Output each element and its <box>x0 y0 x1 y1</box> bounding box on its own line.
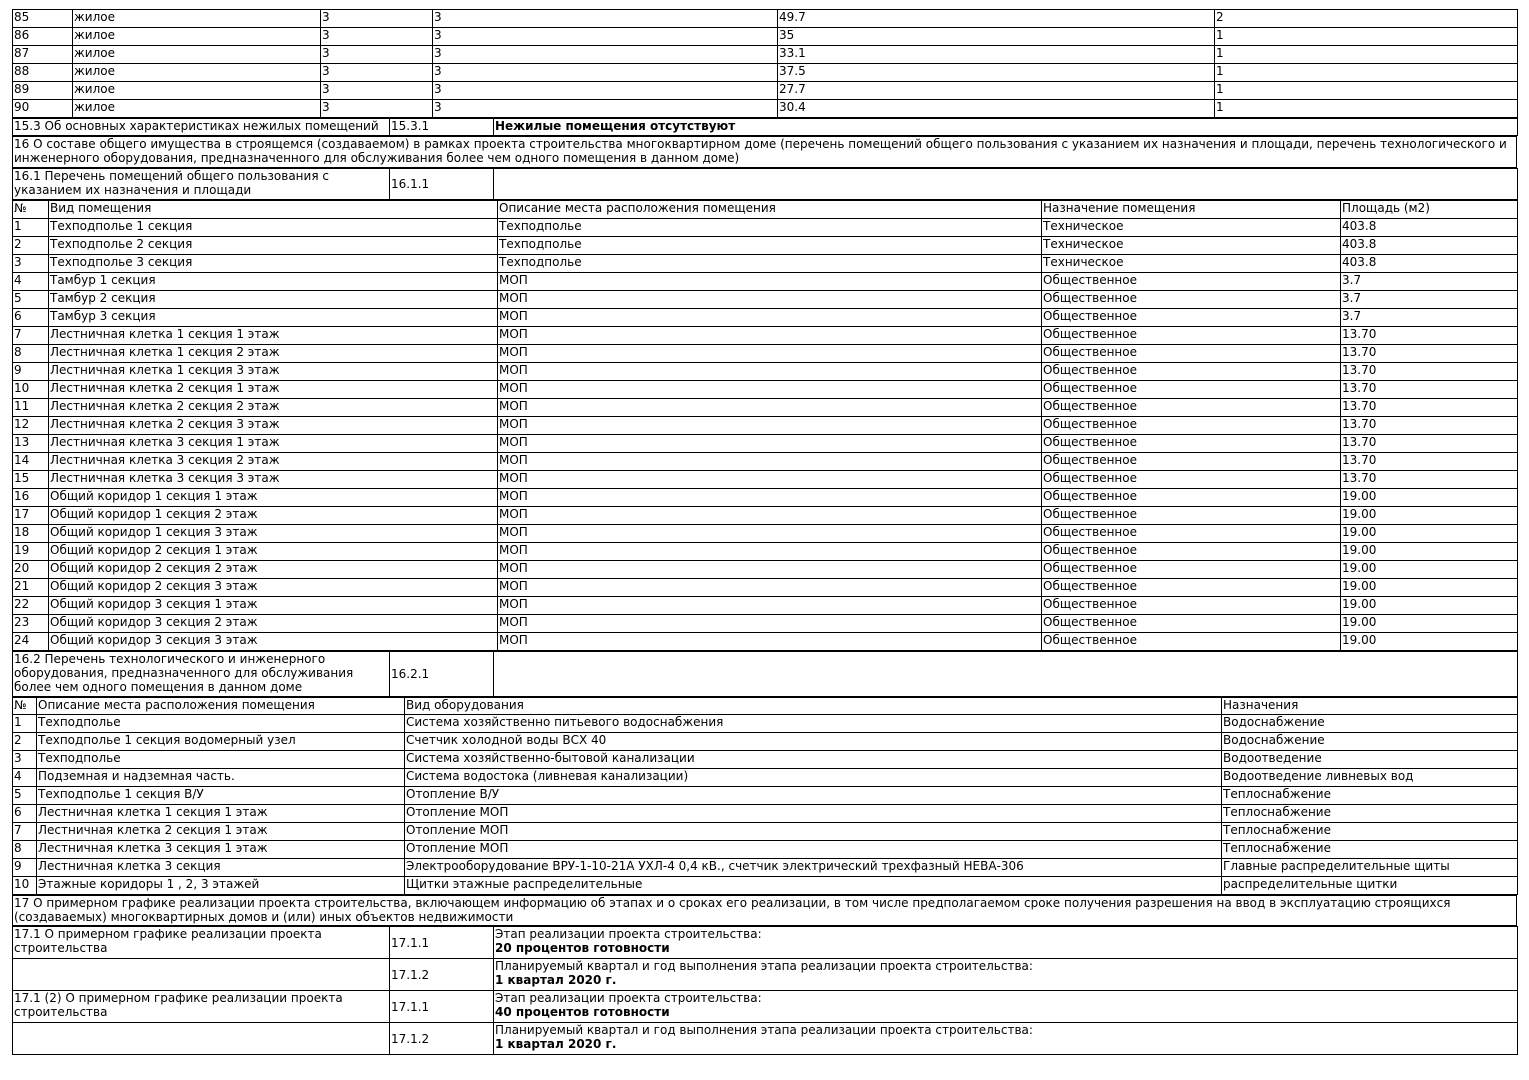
common-room-row <box>13 219 1518 237</box>
apt-rooms: 2 <box>1215 10 1518 28</box>
room-type: Техподполье 3 секция <box>49 255 498 273</box>
stage-1-code2: 17.1.2 <box>390 959 494 991</box>
apt-type: жилое <box>73 46 321 64</box>
room-purpose: Общественное <box>1042 489 1341 507</box>
apt-floor: 3 <box>433 46 778 64</box>
room-type: Общий коридор 1 секция 3 этаж <box>49 525 498 543</box>
room-location: МОП <box>498 489 1042 507</box>
common-rooms-body <box>13 201 1518 651</box>
apt-number: 85 <box>13 10 73 28</box>
equip-purpose: распределительные щитки <box>1222 877 1518 895</box>
stage-2-stage-value: 40 процентов готовности <box>495 1005 670 1019</box>
equip-type: Отопление МОП <box>405 841 1222 859</box>
room-area: 13.70 <box>1341 453 1518 471</box>
common-room-row <box>13 489 1518 507</box>
room-area: 19.00 <box>1341 633 1518 651</box>
stage-1-stage-cell <box>494 927 1518 959</box>
equipment-row <box>13 715 1518 733</box>
s15-3-label: 15.3 Об основных характеристиках нежилых помещений <box>13 119 390 136</box>
equipment-row <box>13 733 1518 751</box>
equip-num: 5 <box>13 787 37 805</box>
equip-location: Лестничная клетка 1 секция 1 этаж <box>37 805 405 823</box>
equipment-row <box>13 877 1518 895</box>
apt-rooms: 1 <box>1215 46 1518 64</box>
room-type: Общий коридор 2 секция 1 этаж <box>49 543 498 561</box>
room-num: 8 <box>13 345 49 363</box>
apt-type: жилое <box>73 82 321 100</box>
room-purpose: Общественное <box>1042 345 1341 363</box>
room-purpose: Общественное <box>1042 561 1341 579</box>
common-room-row <box>13 597 1518 615</box>
apt-section: 3 <box>321 28 433 46</box>
room-type: Тамбур 3 секция <box>49 309 498 327</box>
room-num: 11 <box>13 399 49 417</box>
s16-2-empty <box>494 652 1518 697</box>
equipment-table <box>12 697 1518 895</box>
room-location: МОП <box>498 615 1042 633</box>
room-type: Общий коридор 2 секция 2 этаж <box>49 561 498 579</box>
equip-purpose: Теплоснабжение <box>1222 823 1518 841</box>
room-area: 403.8 <box>1341 237 1518 255</box>
apt-section: 3 <box>321 46 433 64</box>
equip-type: Система хозяйственно-бытовой канализации <box>405 751 1222 769</box>
room-num: 5 <box>13 291 49 309</box>
common-room-row <box>13 309 1518 327</box>
section-17 <box>12 895 1517 926</box>
equip-num: 9 <box>13 859 37 877</box>
apt-number: 86 <box>13 28 73 46</box>
apartment-row <box>13 82 1518 100</box>
equip-type: Счетчик холодной воды ВСХ 40 <box>405 733 1222 751</box>
room-purpose: Общественное <box>1042 597 1341 615</box>
equipment-header <box>13 698 1518 715</box>
room-num: 18 <box>13 525 49 543</box>
equip-num: 10 <box>13 877 37 895</box>
room-area: 13.70 <box>1341 471 1518 489</box>
room-purpose: Общественное <box>1042 507 1341 525</box>
apartments-table <box>12 9 1518 118</box>
equip-type: Система водостока (ливневая канализации) <box>405 769 1222 787</box>
apt-floor: 3 <box>433 100 778 118</box>
equip-num: 2 <box>13 733 37 751</box>
equip-purpose: Водоотведение ливневых вод <box>1222 769 1518 787</box>
equip-purpose: Водоотведение <box>1222 751 1518 769</box>
common-room-row <box>13 417 1518 435</box>
rooms-header-location: Описание места расположения помещения <box>498 201 1042 219</box>
room-area: 19.00 <box>1341 597 1518 615</box>
equip-location: Этажные коридоры 1 , 2, 3 этажей <box>37 877 405 895</box>
stage-2-quarter-cell <box>494 1023 1518 1055</box>
equip-header-location: Описание места расположения помещения <box>37 698 405 715</box>
common-room-row <box>13 561 1518 579</box>
room-area: 13.70 <box>1341 399 1518 417</box>
apt-area: 35 <box>778 28 1215 46</box>
stage-2-label: 17.1 (2) О примерном графике реализации проекта строительства <box>13 991 390 1023</box>
room-purpose: Общественное <box>1042 399 1341 417</box>
room-area: 13.70 <box>1341 381 1518 399</box>
room-type: Лестничная клетка 3 секция 3 этаж <box>49 471 498 489</box>
stage-1-code1: 17.1.1 <box>390 927 494 959</box>
equip-num: 1 <box>13 715 37 733</box>
apt-floor: 3 <box>433 82 778 100</box>
equip-purpose: Теплоснабжение <box>1222 841 1518 859</box>
apt-area: 49.7 <box>778 10 1215 28</box>
room-type: Техподполье 1 секция <box>49 219 498 237</box>
room-type: Общий коридор 1 секция 2 этаж <box>49 507 498 525</box>
apartment-row <box>13 10 1518 28</box>
room-area: 3.7 <box>1341 273 1518 291</box>
equip-header-purpose: Назначения <box>1222 698 1518 715</box>
stage-1-label: 17.1 О примерном графике реализации проекта строительства <box>13 927 390 959</box>
equip-location: Лестничная клетка 2 секция 1 этаж <box>37 823 405 841</box>
equip-location: Техподполье <box>37 751 405 769</box>
common-room-row <box>13 345 1518 363</box>
section-16-2-header <box>12 651 1518 697</box>
apartment-row <box>13 100 1518 118</box>
equipment-row <box>13 841 1518 859</box>
room-num: 21 <box>13 579 49 597</box>
common-room-row <box>13 507 1518 525</box>
room-location: Техподполье <box>498 219 1042 237</box>
room-area: 13.70 <box>1341 417 1518 435</box>
room-location: МОП <box>498 327 1042 345</box>
common-room-row <box>13 381 1518 399</box>
room-type: Общий коридор 3 секция 3 этаж <box>49 633 498 651</box>
common-room-row <box>13 543 1518 561</box>
room-area: 13.70 <box>1341 363 1518 381</box>
common-room-row <box>13 525 1518 543</box>
apt-number: 88 <box>13 64 73 82</box>
apartments-body <box>13 10 1518 118</box>
stage-1-stage-value: 20 процентов готовности <box>495 941 670 955</box>
room-purpose: Общественное <box>1042 363 1341 381</box>
equip-type: Отопление В/У <box>405 787 1222 805</box>
room-location: МОП <box>498 435 1042 453</box>
equip-location: Техподполье 1 секция водомерный узел <box>37 733 405 751</box>
apt-floor: 3 <box>433 64 778 82</box>
common-room-row <box>13 273 1518 291</box>
equip-purpose: Водоснабжение <box>1222 715 1518 733</box>
room-area: 403.8 <box>1341 219 1518 237</box>
room-type: Общий коридор 3 секция 1 этаж <box>49 597 498 615</box>
room-type: Лестничная клетка 3 секция 2 этаж <box>49 453 498 471</box>
apartment-row <box>13 64 1518 82</box>
common-room-row <box>13 615 1518 633</box>
room-num: 23 <box>13 615 49 633</box>
room-num: 7 <box>13 327 49 345</box>
room-num: 4 <box>13 273 49 291</box>
room-purpose: Общественное <box>1042 579 1341 597</box>
room-num: 9 <box>13 363 49 381</box>
room-type: Общий коридор 2 секция 3 этаж <box>49 579 498 597</box>
equipment-row <box>13 805 1518 823</box>
equipment-body <box>13 698 1518 895</box>
room-purpose: Общественное <box>1042 273 1341 291</box>
equip-purpose: Теплоснабжение <box>1222 787 1518 805</box>
s16-2-label: 16.2 Перечень технологического и инженерного оборудования, предназначенного для обслуживания более чем одного помещения в данном доме <box>13 652 390 697</box>
room-num: 13 <box>13 435 49 453</box>
room-type: Лестничная клетка 1 секция 1 этаж <box>49 327 498 345</box>
room-area: 19.00 <box>1341 507 1518 525</box>
room-num: 6 <box>13 309 49 327</box>
room-area: 19.00 <box>1341 543 1518 561</box>
s17-text: 17 О примерном графике реализации проекта строительства, включающем информацию об этапах и о сроках его реализации, в том числе предполагаемом сроке получения разрешения на ввод в эксплуатацию строящихся (создаваемых) многоквартирных домов и (или) иных объектов недвижимости <box>13 896 1517 926</box>
equip-num: 3 <box>13 751 37 769</box>
room-type: Тамбур 2 секция <box>49 291 498 309</box>
room-location: МОП <box>498 543 1042 561</box>
room-location: МОП <box>498 633 1042 651</box>
room-location: МОП <box>498 345 1042 363</box>
common-room-row <box>13 633 1518 651</box>
room-location: Техподполье <box>498 255 1042 273</box>
room-location: МОП <box>498 561 1042 579</box>
room-location: МОП <box>498 309 1042 327</box>
apt-type: жилое <box>73 10 321 28</box>
stage-2-quarter-value: 1 квартал 2020 г. <box>495 1037 617 1051</box>
room-type: Лестничная клетка 3 секция 1 этаж <box>49 435 498 453</box>
apt-section: 3 <box>321 100 433 118</box>
stage-2-stage-caption: Этап реализации проекта строительства: <box>495 991 762 1005</box>
common-room-row <box>13 363 1518 381</box>
room-type: Лестничная клетка 1 секция 3 этаж <box>49 363 498 381</box>
room-num: 3 <box>13 255 49 273</box>
apt-section: 3 <box>321 82 433 100</box>
equipment-row <box>13 751 1518 769</box>
equip-location: Лестничная клетка 3 секция <box>37 859 405 877</box>
equip-type: Щитки этажные распределительные <box>405 877 1222 895</box>
s15-3-code: 15.3.1 <box>390 119 494 136</box>
room-purpose: Общественное <box>1042 309 1341 327</box>
stages-table <box>12 926 1518 1055</box>
room-num: 15 <box>13 471 49 489</box>
room-purpose: Техническое <box>1042 255 1341 273</box>
stage-1-quarter-value: 1 квартал 2020 г. <box>495 973 617 987</box>
room-num: 12 <box>13 417 49 435</box>
apt-rooms: 1 <box>1215 64 1518 82</box>
section-15-3 <box>12 118 1518 136</box>
apt-number: 89 <box>13 82 73 100</box>
room-purpose: Общественное <box>1042 291 1341 309</box>
equip-type: Отопление МОП <box>405 823 1222 841</box>
room-location: МОП <box>498 417 1042 435</box>
equip-location: Техподполье <box>37 715 405 733</box>
room-purpose: Общественное <box>1042 417 1341 435</box>
room-purpose: Общественное <box>1042 525 1341 543</box>
document <box>12 9 1517 1055</box>
room-location: МОП <box>498 363 1042 381</box>
rooms-header-purpose: Назначение помещения <box>1042 201 1341 219</box>
equipment-row <box>13 823 1518 841</box>
room-type: Тамбур 1 секция <box>49 273 498 291</box>
stage-2-code2: 17.1.2 <box>390 1023 494 1055</box>
room-area: 13.70 <box>1341 435 1518 453</box>
room-type: Лестничная клетка 2 секция 1 этаж <box>49 381 498 399</box>
stage-2-empty <box>13 1023 390 1055</box>
rooms-header-num: № <box>13 201 49 219</box>
apartment-row <box>13 28 1518 46</box>
room-num: 22 <box>13 597 49 615</box>
apt-type: жилое <box>73 100 321 118</box>
stage-1-stage-caption: Этап реализации проекта строительства: <box>495 927 762 941</box>
room-location: МОП <box>498 381 1042 399</box>
equip-location: Подземная и надземная часть. <box>37 769 405 787</box>
room-location: МОП <box>498 399 1042 417</box>
s16-1-code: 16.1.1 <box>390 169 494 200</box>
section-16 <box>12 136 1517 168</box>
equip-num: 4 <box>13 769 37 787</box>
room-location: МОП <box>498 453 1042 471</box>
room-location: Техподполье <box>498 237 1042 255</box>
common-room-row <box>13 291 1518 309</box>
equip-num: 6 <box>13 805 37 823</box>
equip-num: 7 <box>13 823 37 841</box>
apt-rooms: 1 <box>1215 82 1518 100</box>
apt-floor: 3 <box>433 10 778 28</box>
equip-type: Система хозяйственно питьевого водоснабжения <box>405 715 1222 733</box>
room-area: 13.70 <box>1341 327 1518 345</box>
equip-purpose: Главные распределительные щиты <box>1222 859 1518 877</box>
equip-purpose: Водоснабжение <box>1222 733 1518 751</box>
section-16-1-header <box>12 168 1518 200</box>
apt-rooms: 1 <box>1215 28 1518 46</box>
common-room-row <box>13 579 1518 597</box>
apt-section: 3 <box>321 64 433 82</box>
room-purpose: Общественное <box>1042 453 1341 471</box>
room-num: 16 <box>13 489 49 507</box>
room-location: МОП <box>498 525 1042 543</box>
room-area: 3.7 <box>1341 309 1518 327</box>
equip-header-num: № <box>13 698 37 715</box>
room-num: 2 <box>13 237 49 255</box>
apt-area: 27.7 <box>778 82 1215 100</box>
room-area: 19.00 <box>1341 489 1518 507</box>
apt-section: 3 <box>321 10 433 28</box>
apt-type: жилое <box>73 64 321 82</box>
stage-1-quarter-caption: Планируемый квартал и год выполнения этапа реализации проекта строительства: <box>495 959 1033 973</box>
room-num: 17 <box>13 507 49 525</box>
s16-text: 16 О составе общего имущества в строящемся (создаваемом) в рамках проекта строительства многоквартирном доме (перечень помещений общего пользования с указанием их назначения и площади, перечень технологического и инженерного оборудования, предназначенного для обслуживания более чем одного помещения в данном доме) <box>13 137 1517 168</box>
room-num: 10 <box>13 381 49 399</box>
room-purpose: Общественное <box>1042 543 1341 561</box>
common-room-row <box>13 327 1518 345</box>
room-num: 20 <box>13 561 49 579</box>
room-purpose: Общественное <box>1042 327 1341 345</box>
apt-area: 37.5 <box>778 64 1215 82</box>
room-area: 13.70 <box>1341 345 1518 363</box>
room-location: МОП <box>498 597 1042 615</box>
common-room-row <box>13 399 1518 417</box>
room-area: 19.00 <box>1341 615 1518 633</box>
common-rooms-table <box>12 200 1518 651</box>
rooms-header-type: Вид помещения <box>49 201 498 219</box>
equip-purpose: Теплоснабжение <box>1222 805 1518 823</box>
s16-1-label: 16.1 Перечень помещений общего пользования с указанием их назначения и площади <box>13 169 390 200</box>
room-area: 403.8 <box>1341 255 1518 273</box>
room-type: Лестничная клетка 1 секция 2 этаж <box>49 345 498 363</box>
room-area: 19.00 <box>1341 579 1518 597</box>
equip-num: 8 <box>13 841 37 859</box>
stage-2-stage-cell <box>494 991 1518 1023</box>
apt-floor: 3 <box>433 28 778 46</box>
stage-2-code1: 17.1.1 <box>390 991 494 1023</box>
apt-area: 33.1 <box>778 46 1215 64</box>
equip-header-type: Вид оборудования <box>405 698 1222 715</box>
stage-1-empty <box>13 959 390 991</box>
equipment-row <box>13 859 1518 877</box>
room-type: Лестничная клетка 2 секция 3 этаж <box>49 417 498 435</box>
room-location: МОП <box>498 273 1042 291</box>
apt-number: 90 <box>13 100 73 118</box>
room-type: Техподполье 2 секция <box>49 237 498 255</box>
room-purpose: Техническое <box>1042 237 1341 255</box>
s16-2-code: 16.2.1 <box>390 652 494 697</box>
equipment-row <box>13 787 1518 805</box>
common-room-row <box>13 255 1518 273</box>
equip-type: Электрооборудование ВРУ-1-10-21А УХЛ-4 0,4 кВ., счетчик электрический трехфазный НЕВА-306 <box>405 859 1222 877</box>
room-purpose: Общественное <box>1042 381 1341 399</box>
room-location: МОП <box>498 507 1042 525</box>
room-purpose: Техническое <box>1042 219 1341 237</box>
room-num: 24 <box>13 633 49 651</box>
room-location: МОП <box>498 579 1042 597</box>
room-type: Лестничная клетка 2 секция 2 этаж <box>49 399 498 417</box>
common-room-row <box>13 435 1518 453</box>
room-type: Общий коридор 1 секция 1 этаж <box>49 489 498 507</box>
room-num: 14 <box>13 453 49 471</box>
common-rooms-header <box>13 201 1518 219</box>
room-area: 3.7 <box>1341 291 1518 309</box>
apt-area: 30.4 <box>778 100 1215 118</box>
room-location: МОП <box>498 471 1042 489</box>
room-num: 19 <box>13 543 49 561</box>
room-num: 1 <box>13 219 49 237</box>
stage-2-quarter-caption: Планируемый квартал и год выполнения этапа реализации проекта строительства: <box>495 1023 1033 1037</box>
room-area: 19.00 <box>1341 525 1518 543</box>
room-purpose: Общественное <box>1042 615 1341 633</box>
s15-3-value: Нежилые помещения отсутствуют <box>494 119 1518 136</box>
room-area: 19.00 <box>1341 561 1518 579</box>
room-purpose: Общественное <box>1042 471 1341 489</box>
room-purpose: Общественное <box>1042 633 1341 651</box>
room-location: МОП <box>498 291 1042 309</box>
room-purpose: Общественное <box>1042 435 1341 453</box>
equipment-row <box>13 769 1518 787</box>
apt-rooms: 1 <box>1215 100 1518 118</box>
room-type: Общий коридор 3 секция 2 этаж <box>49 615 498 633</box>
common-room-row <box>13 237 1518 255</box>
s16-1-empty <box>494 169 1518 200</box>
equip-location: Техподполье 1 секция В/У <box>37 787 405 805</box>
common-room-row <box>13 453 1518 471</box>
common-room-row <box>13 471 1518 489</box>
equip-type: Отопление МОП <box>405 805 1222 823</box>
equip-location: Лестничная клетка 3 секция 1 этаж <box>37 841 405 859</box>
apartment-row <box>13 46 1518 64</box>
stage-1-quarter-cell <box>494 959 1518 991</box>
apt-number: 87 <box>13 46 73 64</box>
apt-type: жилое <box>73 28 321 46</box>
rooms-header-area: Площадь (м2) <box>1341 201 1518 219</box>
